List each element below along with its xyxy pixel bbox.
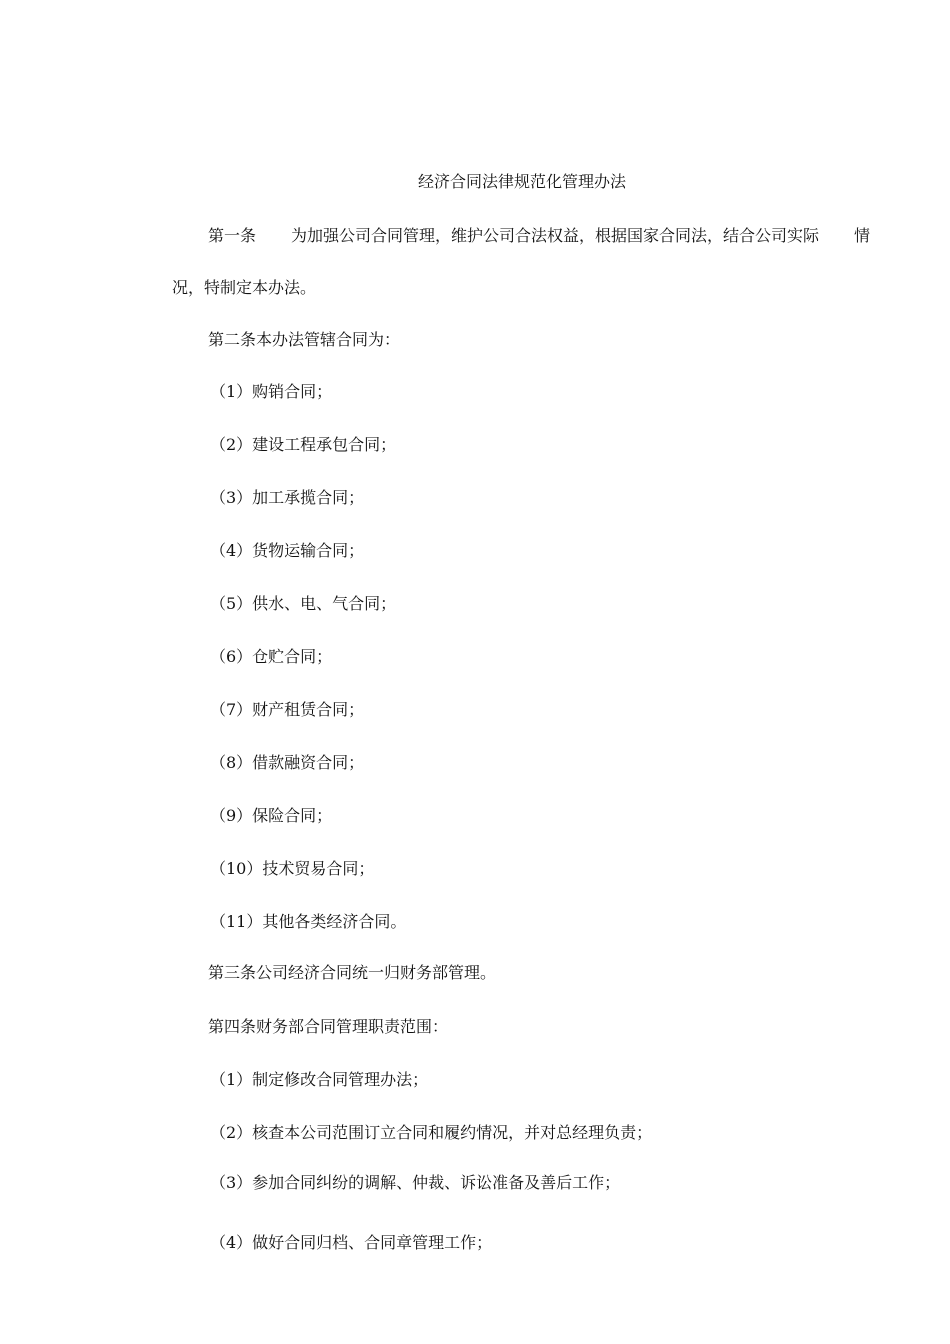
article-2-item: （5）供水、电、气合同；	[210, 594, 397, 613]
article-1-text: 为加强公司合同管理，维护公司合法权益，根据国家合同法，结合公司实际	[290, 226, 819, 245]
article-2-item: （7）财产租赁合同；	[210, 700, 365, 719]
article-1-text-end: 情	[853, 226, 870, 245]
article-4-item: （1）制定修改合同管理办法；	[210, 1070, 429, 1089]
article-4-heading: 第四条财务部合同管理职责范围：	[208, 1017, 449, 1036]
article-1-line	[208, 226, 870, 246]
article-4-item: （3）参加合同纠纷的调解、仲裁、诉讼准备及善后工作；	[210, 1173, 621, 1192]
article-2-item: （2）建设工程承包合同；	[210, 435, 397, 454]
article-3-heading: 第三条公司经济合同统一归财务部管理。	[208, 963, 497, 982]
article-2-heading: 第二条本办法管辖合同为：	[208, 330, 401, 349]
article-1-continuation: 况，特制定本办法。	[172, 278, 317, 297]
document-title: 经济合同法律规范化管理办法	[417, 172, 626, 191]
article-4-item: （2）核查本公司范围订立合同和履约情况，并对总经理负责；	[210, 1123, 653, 1142]
article-1-label: 第一条	[208, 226, 257, 245]
article-2-item: （10）技术贸易合同；	[210, 859, 375, 878]
article-4-item: （4）做好合同归档、合同章管理工作；	[210, 1233, 493, 1252]
article-2-item: （9）保险合同；	[210, 806, 333, 825]
article-2-item: （3）加工承揽合同；	[210, 488, 365, 507]
article-2-item: （11）其他各类经济合同。	[210, 912, 407, 931]
article-2-item: （8）借款融资合同；	[210, 753, 365, 772]
article-2-item: （4）货物运输合同；	[210, 541, 365, 560]
article-2-item: （6）仓贮合同；	[210, 647, 333, 666]
article-2-item: （1）购销合同；	[210, 382, 333, 401]
